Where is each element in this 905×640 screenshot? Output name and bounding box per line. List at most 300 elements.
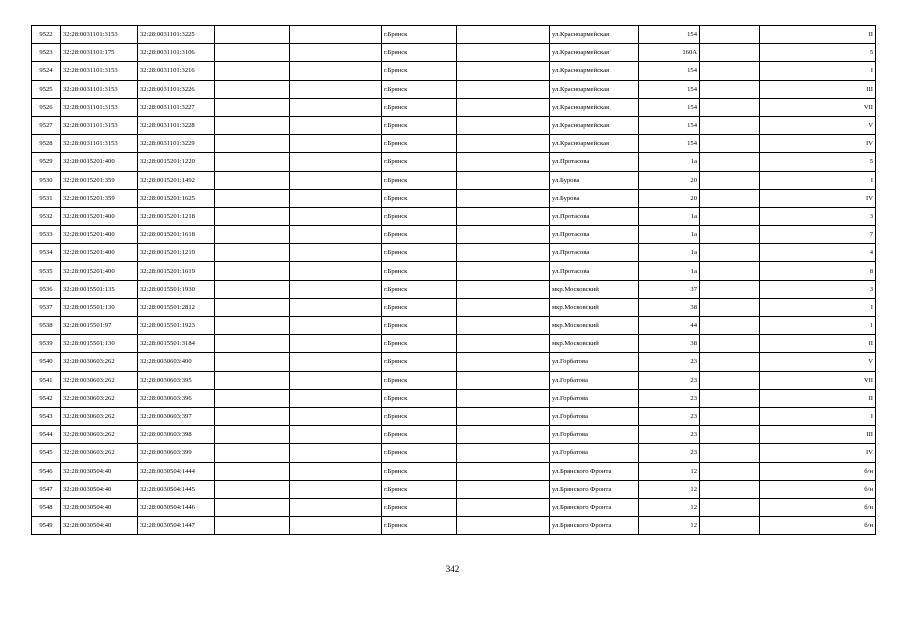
city-cell: г.Брянск: [382, 62, 457, 80]
apartment-cell: IV: [760, 135, 876, 153]
house-number-cell: 12: [639, 462, 700, 480]
row-number-cell: 9544: [32, 426, 61, 444]
empty-cell: [290, 153, 382, 171]
cadastral-number-cell: 32:28:0030504:1444: [138, 462, 215, 480]
empty-cell: [290, 189, 382, 207]
table-row: [32, 153, 876, 171]
empty-cell: [215, 407, 290, 425]
parent-cadastral-number-cell: 32:28:0031101:3153: [61, 62, 138, 80]
parent-cadastral-number-cell: 32:28:0015501:130: [61, 298, 138, 316]
street-cell: мкр.Московский: [550, 280, 639, 298]
empty-cell: [700, 98, 760, 116]
city-cell: г.Брянск: [382, 226, 457, 244]
city-cell: г.Брянск: [382, 171, 457, 189]
cadastral-number-cell: 32:28:0015201:1618: [138, 226, 215, 244]
empty-cell: [290, 407, 382, 425]
empty-cell: [290, 135, 382, 153]
city-cell: г.Брянск: [382, 444, 457, 462]
empty-cell: [215, 317, 290, 335]
street-cell: ул.Горбатова: [550, 407, 639, 425]
empty-cell: [215, 280, 290, 298]
empty-cell: [700, 26, 760, 44]
empty-cell: [290, 116, 382, 134]
house-number-cell: 1а: [639, 244, 700, 262]
city-cell: г.Брянск: [382, 262, 457, 280]
street-cell: мкр.Московский: [550, 298, 639, 316]
city-cell: г.Брянск: [382, 517, 457, 535]
apartment-cell: II: [760, 26, 876, 44]
street-cell: ул.Бурова: [550, 189, 639, 207]
apartment-cell: I: [760, 407, 876, 425]
empty-cell: [215, 517, 290, 535]
cadastral-number-cell: 32:28:0030504:1447: [138, 517, 215, 535]
empty-cell: [215, 26, 290, 44]
cadastral-number-cell: 32:28:0015201:1219: [138, 244, 215, 262]
parent-cadastral-number-cell: 32:28:0031101:3153: [61, 98, 138, 116]
empty-cell: [215, 80, 290, 98]
house-number-cell: 154: [639, 26, 700, 44]
cadastral-number-cell: 32:28:0030603:395: [138, 371, 215, 389]
cadastral-number-cell: 32:28:0031101:3225: [138, 26, 215, 44]
empty-cell: [290, 280, 382, 298]
row-number-cell: 9528: [32, 135, 61, 153]
parent-cadastral-number-cell: 32:28:0015501:97: [61, 317, 138, 335]
empty-cell: [215, 44, 290, 62]
city-cell: г.Брянск: [382, 80, 457, 98]
empty-cell: [457, 335, 550, 353]
cadastral-number-cell: 32:28:0015201:1220: [138, 153, 215, 171]
empty-cell: [457, 353, 550, 371]
apartment-cell: 1: [760, 317, 876, 335]
empty-cell: [290, 389, 382, 407]
row-number-cell: 9526: [32, 98, 61, 116]
city-cell: г.Брянск: [382, 244, 457, 262]
table-row: [32, 298, 876, 316]
table-row: [32, 480, 876, 498]
empty-cell: [700, 262, 760, 280]
cadastral-number-cell: 32:28:0030603:398: [138, 426, 215, 444]
row-number-cell: 9534: [32, 244, 61, 262]
house-number-cell: 154: [639, 98, 700, 116]
table-row: [32, 444, 876, 462]
parent-cadastral-number-cell: 32:28:0030603:262: [61, 444, 138, 462]
apartment-cell: 3: [760, 280, 876, 298]
apartment-cell: III: [760, 80, 876, 98]
table-row: [32, 280, 876, 298]
street-cell: ул.Красноармейская: [550, 26, 639, 44]
apartment-cell: 5: [760, 153, 876, 171]
city-cell: г.Брянск: [382, 407, 457, 425]
empty-cell: [700, 298, 760, 316]
street-cell: ул.Протасова: [550, 226, 639, 244]
cadastral-number-cell: 32:28:0030504:1446: [138, 498, 215, 516]
table-row: [32, 80, 876, 98]
city-cell: г.Брянск: [382, 353, 457, 371]
empty-cell: [700, 317, 760, 335]
house-number-cell: 154: [639, 62, 700, 80]
city-cell: г.Брянск: [382, 280, 457, 298]
empty-cell: [215, 189, 290, 207]
row-number-cell: 9548: [32, 498, 61, 516]
empty-cell: [290, 207, 382, 225]
street-cell: ул.Горбатова: [550, 371, 639, 389]
house-number-cell: 38: [639, 298, 700, 316]
house-number-cell: 44: [639, 317, 700, 335]
city-cell: г.Брянск: [382, 116, 457, 134]
empty-cell: [215, 116, 290, 134]
house-number-cell: 23: [639, 389, 700, 407]
street-cell: ул.Красноармейская: [550, 80, 639, 98]
empty-cell: [290, 498, 382, 516]
city-cell: г.Брянск: [382, 426, 457, 444]
street-cell: ул.Протасова: [550, 153, 639, 171]
row-number-cell: 9546: [32, 462, 61, 480]
apartment-cell: VII: [760, 98, 876, 116]
empty-cell: [700, 207, 760, 225]
cadastral-number-cell: 32:28:0030603:399: [138, 444, 215, 462]
parent-cadastral-number-cell: 32:28:0015201:400: [61, 226, 138, 244]
empty-cell: [290, 98, 382, 116]
street-cell: ул.Горбатова: [550, 389, 639, 407]
table-row: [32, 98, 876, 116]
table-row: [32, 135, 876, 153]
city-cell: г.Брянск: [382, 153, 457, 171]
empty-cell: [700, 62, 760, 80]
city-cell: г.Брянск: [382, 335, 457, 353]
cadastral-number-cell: 32:28:0031101:3227: [138, 98, 215, 116]
row-number-cell: 9536: [32, 280, 61, 298]
empty-cell: [700, 426, 760, 444]
house-number-cell: 20: [639, 189, 700, 207]
empty-cell: [700, 407, 760, 425]
apartment-cell: б/н: [760, 480, 876, 498]
row-number-cell: 9532: [32, 207, 61, 225]
empty-cell: [700, 226, 760, 244]
empty-cell: [457, 262, 550, 280]
city-cell: г.Брянск: [382, 26, 457, 44]
table-row: [32, 353, 876, 371]
empty-cell: [700, 353, 760, 371]
table-row: [32, 462, 876, 480]
street-cell: ул.Красноармейская: [550, 98, 639, 116]
table-row: [32, 317, 876, 335]
house-number-cell: 23: [639, 444, 700, 462]
empty-cell: [700, 335, 760, 353]
empty-cell: [290, 226, 382, 244]
row-number-cell: 9530: [32, 171, 61, 189]
house-number-cell: 23: [639, 407, 700, 425]
house-number-cell: 1а: [639, 262, 700, 280]
city-cell: г.Брянск: [382, 389, 457, 407]
table-row: [32, 371, 876, 389]
row-number-cell: 9539: [32, 335, 61, 353]
street-cell: ул.Протасова: [550, 262, 639, 280]
empty-cell: [290, 480, 382, 498]
empty-cell: [457, 207, 550, 225]
empty-cell: [457, 480, 550, 498]
empty-cell: [457, 298, 550, 316]
empty-cell: [457, 116, 550, 134]
house-number-cell: 12: [639, 480, 700, 498]
cadastral-number-cell: 32:28:0031101:3216: [138, 62, 215, 80]
empty-cell: [215, 207, 290, 225]
parent-cadastral-number-cell: 32:28:0015201:359: [61, 171, 138, 189]
empty-cell: [215, 480, 290, 498]
apartment-cell: б/н: [760, 498, 876, 516]
parent-cadastral-number-cell: 32:28:0015201:400: [61, 244, 138, 262]
empty-cell: [700, 371, 760, 389]
house-number-cell: 1а: [639, 226, 700, 244]
table-row: [32, 189, 876, 207]
table-row: [32, 517, 876, 535]
empty-cell: [290, 62, 382, 80]
cadastral-number-cell: 32:28:0031101:3106: [138, 44, 215, 62]
house-number-cell: 23: [639, 353, 700, 371]
apartment-cell: 7: [760, 226, 876, 244]
empty-cell: [290, 371, 382, 389]
empty-cell: [700, 135, 760, 153]
parent-cadastral-number-cell: 32:28:0015501:135: [61, 280, 138, 298]
parent-cadastral-number-cell: 32:28:0031101:3153: [61, 116, 138, 134]
parent-cadastral-number-cell: 32:28:0030603:262: [61, 389, 138, 407]
empty-cell: [457, 426, 550, 444]
parent-cadastral-number-cell: 32:28:0030603:262: [61, 407, 138, 425]
empty-cell: [700, 480, 760, 498]
table-body: [32, 26, 876, 535]
empty-cell: [457, 280, 550, 298]
empty-cell: [215, 389, 290, 407]
row-number-cell: 9533: [32, 226, 61, 244]
street-cell: ул.Бурова: [550, 171, 639, 189]
apartment-cell: VII: [760, 371, 876, 389]
apartment-cell: 4: [760, 244, 876, 262]
table-row: [32, 44, 876, 62]
apartment-cell: 5: [760, 44, 876, 62]
house-number-cell: 12: [639, 498, 700, 516]
apartment-cell: V: [760, 116, 876, 134]
empty-cell: [700, 171, 760, 189]
cadastral-number-cell: 32:28:0030603:397: [138, 407, 215, 425]
city-cell: г.Брянск: [382, 98, 457, 116]
street-cell: ул.Красноармейская: [550, 62, 639, 80]
empty-cell: [290, 353, 382, 371]
empty-cell: [215, 498, 290, 516]
empty-cell: [457, 407, 550, 425]
house-number-cell: 20: [639, 171, 700, 189]
apartment-cell: V: [760, 353, 876, 371]
parent-cadastral-number-cell: 32:28:0030603:262: [61, 353, 138, 371]
page-number: 342: [445, 564, 460, 574]
city-cell: г.Брянск: [382, 498, 457, 516]
house-number-cell: 23: [639, 371, 700, 389]
empty-cell: [215, 426, 290, 444]
cadastral-number-cell: 32:28:0015501:3184: [138, 335, 215, 353]
empty-cell: [215, 371, 290, 389]
row-number-cell: 9529: [32, 153, 61, 171]
empty-cell: [700, 389, 760, 407]
street-cell: ул.Брянского Фронта: [550, 517, 639, 535]
empty-cell: [215, 62, 290, 80]
apartment-cell: III: [760, 426, 876, 444]
empty-cell: [457, 80, 550, 98]
row-number-cell: 9525: [32, 80, 61, 98]
empty-cell: [290, 171, 382, 189]
parent-cadastral-number-cell: 32:28:0015201:400: [61, 153, 138, 171]
cadastral-number-cell: 32:28:0031101:3226: [138, 80, 215, 98]
table-row: [32, 171, 876, 189]
apartment-cell: I: [760, 62, 876, 80]
empty-cell: [290, 244, 382, 262]
city-cell: г.Брянск: [382, 480, 457, 498]
parent-cadastral-number-cell: 32:28:0031101:175: [61, 44, 138, 62]
table-row: [32, 62, 876, 80]
parent-cadastral-number-cell: 32:28:0015501:130: [61, 335, 138, 353]
empty-cell: [215, 98, 290, 116]
table-row: [32, 207, 876, 225]
registry-table: [31, 25, 876, 535]
cadastral-number-cell: 32:28:0015201:1619: [138, 262, 215, 280]
empty-cell: [290, 462, 382, 480]
empty-cell: [700, 517, 760, 535]
parent-cadastral-number-cell: 32:28:0030504:40: [61, 498, 138, 516]
empty-cell: [215, 444, 290, 462]
city-cell: г.Брянск: [382, 44, 457, 62]
empty-cell: [215, 171, 290, 189]
apartment-cell: IV: [760, 444, 876, 462]
parent-cadastral-number-cell: 32:28:0031101:3153: [61, 135, 138, 153]
table-row: [32, 244, 876, 262]
table-row: [32, 26, 876, 44]
street-cell: ул.Протасова: [550, 244, 639, 262]
empty-cell: [290, 517, 382, 535]
empty-cell: [290, 335, 382, 353]
empty-cell: [457, 226, 550, 244]
empty-cell: [457, 371, 550, 389]
parent-cadastral-number-cell: 32:28:0030603:262: [61, 426, 138, 444]
street-cell: ул.Красноармейская: [550, 44, 639, 62]
empty-cell: [457, 26, 550, 44]
cadastral-number-cell: 32:28:0030504:1445: [138, 480, 215, 498]
street-cell: ул.Брянского Фронта: [550, 462, 639, 480]
empty-cell: [215, 298, 290, 316]
empty-cell: [290, 44, 382, 62]
house-number-cell: 154: [639, 135, 700, 153]
house-number-cell: 154: [639, 116, 700, 134]
empty-cell: [457, 135, 550, 153]
empty-cell: [457, 317, 550, 335]
city-cell: г.Брянск: [382, 207, 457, 225]
empty-cell: [457, 171, 550, 189]
table-row: [32, 116, 876, 134]
row-number-cell: 9524: [32, 62, 61, 80]
empty-cell: [215, 244, 290, 262]
street-cell: ул.Протасова: [550, 207, 639, 225]
table-row: [32, 389, 876, 407]
row-number-cell: 9541: [32, 371, 61, 389]
parent-cadastral-number-cell: 32:28:0015201:400: [61, 262, 138, 280]
empty-cell: [290, 262, 382, 280]
street-cell: ул.Красноармейская: [550, 135, 639, 153]
cadastral-number-cell: 32:28:0015501:2812: [138, 298, 215, 316]
table-row: [32, 426, 876, 444]
empty-cell: [457, 244, 550, 262]
empty-cell: [700, 80, 760, 98]
empty-cell: [457, 44, 550, 62]
parent-cadastral-number-cell: 32:28:0030504:40: [61, 517, 138, 535]
cadastral-number-cell: 32:28:0030603:400: [138, 353, 215, 371]
empty-cell: [700, 444, 760, 462]
house-number-cell: 154: [639, 80, 700, 98]
city-cell: г.Брянск: [382, 135, 457, 153]
empty-cell: [290, 426, 382, 444]
empty-cell: [457, 389, 550, 407]
empty-cell: [215, 462, 290, 480]
cadastral-number-cell: 32:28:0015201:1492: [138, 171, 215, 189]
empty-cell: [700, 462, 760, 480]
apartment-cell: 3: [760, 207, 876, 225]
table-row: [32, 262, 876, 280]
empty-cell: [290, 26, 382, 44]
apartment-cell: II: [760, 389, 876, 407]
empty-cell: [457, 444, 550, 462]
empty-cell: [290, 317, 382, 335]
empty-cell: [290, 298, 382, 316]
house-number-cell: 1а: [639, 153, 700, 171]
parent-cadastral-number-cell: 32:28:0031101:3153: [61, 26, 138, 44]
row-number-cell: 9542: [32, 389, 61, 407]
apartment-cell: I: [760, 171, 876, 189]
table-row: [32, 498, 876, 516]
empty-cell: [457, 462, 550, 480]
parent-cadastral-number-cell: 32:28:0015201:359: [61, 189, 138, 207]
cadastral-number-cell: 32:28:0031101:3228: [138, 116, 215, 134]
street-cell: ул.Горбатова: [550, 444, 639, 462]
cadastral-number-cell: 32:28:0015201:1625: [138, 189, 215, 207]
street-cell: ул.Горбатова: [550, 426, 639, 444]
house-number-cell: 37: [639, 280, 700, 298]
empty-cell: [215, 153, 290, 171]
apartment-cell: I: [760, 298, 876, 316]
cadastral-number-cell: 32:28:0015501:1930: [138, 280, 215, 298]
apartment-cell: 8: [760, 262, 876, 280]
empty-cell: [290, 444, 382, 462]
table-row: [32, 407, 876, 425]
cadastral-number-cell: 32:28:0015501:1923: [138, 317, 215, 335]
parent-cadastral-number-cell: 32:28:0031101:3153: [61, 80, 138, 98]
empty-cell: [215, 335, 290, 353]
row-number-cell: 9543: [32, 407, 61, 425]
city-cell: г.Брянск: [382, 462, 457, 480]
street-cell: ул.Брянского Фронта: [550, 498, 639, 516]
apartment-cell: IV: [760, 189, 876, 207]
empty-cell: [457, 189, 550, 207]
house-number-cell: 1а: [639, 207, 700, 225]
empty-cell: [700, 44, 760, 62]
empty-cell: [457, 62, 550, 80]
empty-cell: [457, 98, 550, 116]
city-cell: г.Брянск: [382, 189, 457, 207]
row-number-cell: 9545: [32, 444, 61, 462]
street-cell: мкр.Московский: [550, 335, 639, 353]
row-number-cell: 9531: [32, 189, 61, 207]
empty-cell: [700, 498, 760, 516]
row-number-cell: 9527: [32, 116, 61, 134]
parent-cadastral-number-cell: 32:28:0015201:400: [61, 207, 138, 225]
empty-cell: [290, 80, 382, 98]
empty-cell: [700, 116, 760, 134]
street-cell: ул.Горбатова: [550, 353, 639, 371]
apartment-cell: II: [760, 335, 876, 353]
